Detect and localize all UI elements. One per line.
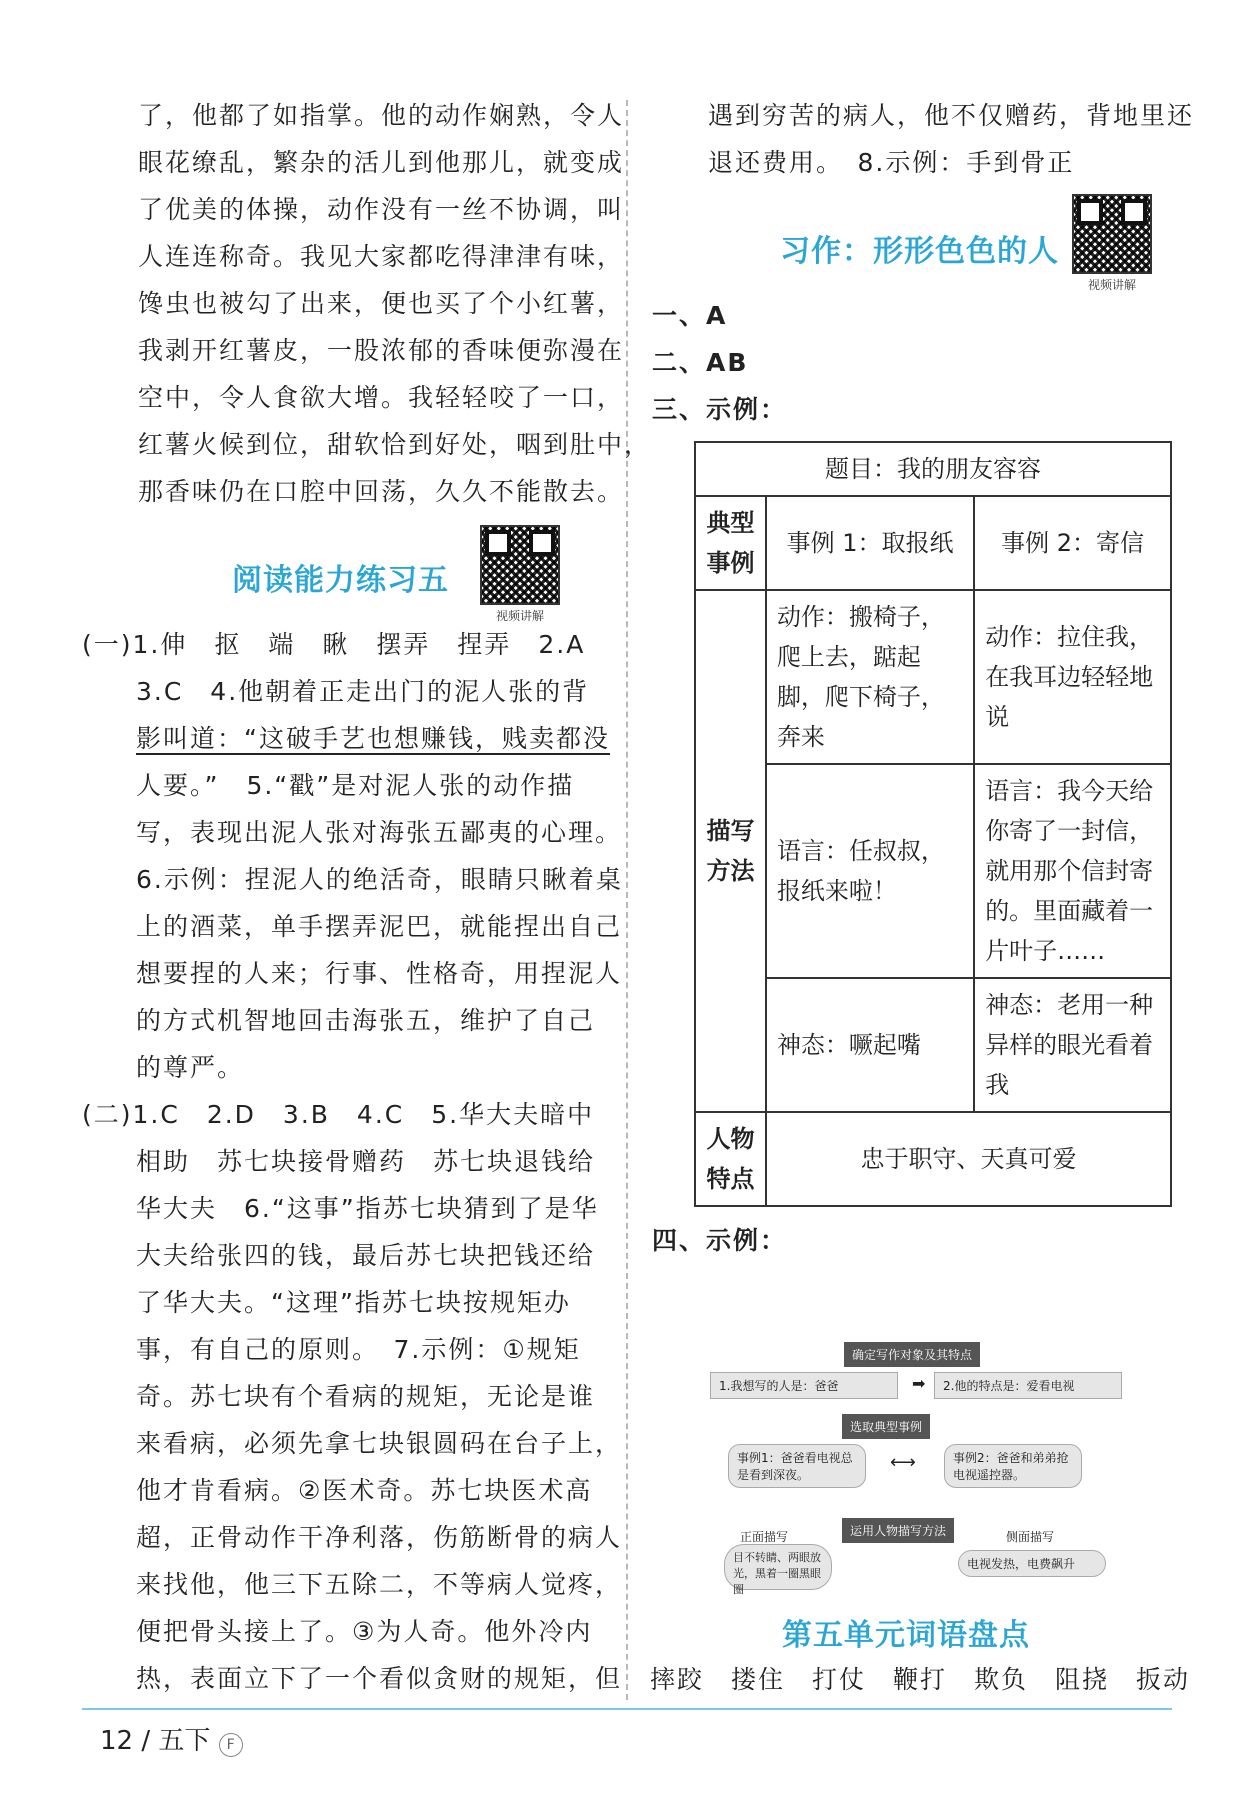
text-line: 空中，令人食欲大增。我轻轻咬了一口， — [138, 383, 625, 412]
answer-line: 他才肯看病。②医术奇。苏七块医术高 — [136, 1476, 593, 1505]
flow-box: 2.他的特点是：爱看电视 — [934, 1372, 1122, 1399]
section-title: 习作：形形色色的人 — [780, 234, 1059, 269]
character-table — [694, 441, 1172, 1207]
text-line: 馋虫也被勾了出来，便也买了个小红薯， — [138, 289, 625, 318]
answer-3: 三、示例： — [652, 395, 788, 424]
answer-line: 相助 苏七块接骨赠药 苏七块退钱给 — [136, 1147, 596, 1176]
answer-line: 3.C 4.他朝着正走出门的泥人张的背 — [136, 677, 590, 706]
qr-code-icon[interactable] — [1072, 194, 1152, 274]
answer-line: (一)1.伸 抠 端 瞅 摆弄 捏弄 2.A — [82, 630, 586, 659]
qr-label: 视频讲解 — [495, 609, 544, 623]
arrow-right-icon: ➡ — [912, 1374, 926, 1393]
answer-line: 超，正骨动作干净利落，伤筋断骨的病人 — [136, 1523, 623, 1552]
table-cell: 神态：噘起嘴 — [766, 978, 974, 1112]
row-head: 典型事例 — [695, 496, 766, 590]
qr-code-icon[interactable] — [480, 525, 560, 605]
page-number: 12 / 五下 — [100, 1726, 211, 1756]
answer-line: 热，表面立下了一个看似贪财的规矩，但 — [136, 1664, 623, 1693]
answer-line: 的尊严。 — [136, 1053, 245, 1082]
answer-line: 大夫给张四的钱，最后苏七块把钱还给 — [136, 1241, 596, 1270]
table-cell: 事例 2：寄信 — [974, 496, 1171, 590]
answers-part1 — [82, 621, 623, 1091]
answer-line: 来找他，他三下五除二，不等病人觉疼， — [136, 1570, 623, 1599]
table-cell: 语言：我今天给你寄了一封信，就用那个信封寄的。里面藏着一片叶子…… — [974, 764, 1171, 978]
qr-block[interactable] — [1072, 194, 1152, 293]
table-cell: 语言：任叔叔，报纸来啦！ — [766, 764, 974, 978]
double-arrow-icon: ⟷ — [890, 1452, 916, 1473]
qr-block[interactable] — [480, 525, 560, 624]
page-footer — [100, 1720, 243, 1757]
section-header-writing — [652, 186, 1172, 290]
section-header-reading — [82, 515, 602, 623]
answer-2: 二、AB — [652, 348, 749, 377]
answer-line: 想要捏的人来；行事、性格奇，用捏泥人 — [136, 959, 623, 988]
bottom-rule — [82, 1708, 1172, 1710]
answer-line: 的方式机智地回击海张五，维护了自己 — [136, 1006, 596, 1035]
flow-step-2: 选取典型事例 — [842, 1414, 930, 1439]
flow-label: 正面描写 — [740, 1530, 789, 1544]
table-cell: 动作：拉住我，在我耳边轻轻地说 — [974, 590, 1171, 764]
flow-box: 事例1：爸爸看电视总是看到深夜。 — [728, 1444, 866, 1488]
text-line: 我剥开红薯皮，一股浓郁的香味便弥漫在 — [138, 336, 625, 365]
column-divider — [626, 100, 628, 1700]
flow-step-3: 运用人物描写方法 — [842, 1518, 954, 1543]
text-line: 退还费用。 8.示例：手到骨正 — [708, 148, 1075, 177]
text-line: 眼花缭乱，繁杂的活儿到他那儿，就变成 — [138, 148, 625, 177]
text-line: 红薯火候到位，甜软恰到好处，咽到肚中， — [138, 430, 652, 459]
answer-line: (二)1.C 2.D 3.B 4.C 5.华大夫暗中 — [82, 1100, 595, 1129]
flow-box: 1.我想写的人是：爸爸 — [710, 1372, 898, 1399]
flow-step-1: 确定写作对象及其特点 — [844, 1342, 980, 1367]
left-column — [82, 92, 652, 1702]
text-line: 了，他都了如指掌。他的动作娴熟，令人 — [138, 101, 625, 130]
section-title: 阅读能力练习五 — [232, 563, 449, 598]
flow-box: 电视发热，电费飙升 — [958, 1550, 1106, 1577]
answers-part2 — [82, 1091, 623, 1702]
right-column — [652, 92, 1195, 1264]
answer-line: 便把骨头接上了。③为人奇。他外冷内 — [136, 1617, 593, 1646]
answer-line: 6.示例：捏泥人的绝活奇，眼睛只瞅着桌 — [136, 865, 623, 894]
table-cell: 动作：搬椅子，爬上去，踮起脚，爬下椅子，奔来 — [766, 590, 974, 764]
answer-line: 来看病，必须先拿七块银圆码在台子上， — [136, 1429, 623, 1458]
answer-line: 写，表现出泥人张对海张五鄙夷的心理。 — [136, 818, 623, 847]
answer-line: 人要。” 5.“戳”是对泥人张的动作描 — [136, 771, 575, 800]
text-line: 了优美的体操，动作没有一丝不协调，叫 — [138, 195, 625, 224]
flow-box: 目不转睛、两眼放光，黑着一圈黑眼圈 — [724, 1544, 832, 1590]
row-head: 人物特点 — [695, 1112, 766, 1206]
answer-line: 华大夫 6.“这事”指苏七块猜到了是华 — [136, 1194, 599, 1223]
row-head: 描写方法 — [695, 590, 766, 1112]
answer-4: 四、示例： — [652, 1226, 788, 1255]
text-line: 遇到穷苦的病人，他不仅赠药，背地里还 — [708, 101, 1195, 130]
answer-line: 上的酒菜，单手摆弄泥巴，就能捏出自己 — [136, 912, 623, 941]
answer-1: 一、A — [652, 301, 728, 330]
answer-line: 影叫道：“这破手艺也想赚钱，贱卖都没 — [136, 724, 610, 753]
unit-title: 第五单元词语盘点 — [782, 1618, 1030, 1653]
text-line: 人连连称奇。我见大家都吃得津津有味， — [138, 242, 625, 271]
table-cell: 神态：老用一种异样的眼光看着我 — [974, 978, 1171, 1112]
flow-label: 侧面描写 — [1006, 1530, 1055, 1544]
answer-line: 奇。苏七块有个看病的规矩，无论是谁 — [136, 1382, 596, 1411]
table-cell: 事例 1：取报纸 — [766, 496, 974, 590]
table-title: 题目：我的朋友容容 — [695, 442, 1171, 496]
answer-line: 事，有自己的原则。 7.示例：①规矩 — [136, 1335, 581, 1364]
qr-label: 视频讲解 — [1087, 278, 1136, 292]
edition-badge: F — [219, 1733, 243, 1757]
text-line: 那香味仍在口腔中回荡，久久不能散去。 — [138, 477, 625, 506]
flow-box: 事例2：爸爸和弟弟抢电视遥控器。 — [944, 1444, 1082, 1488]
word-list: 摔跤 搂住 打仗 鞭打 欺负 阻挠 扳动 — [650, 1665, 1191, 1694]
answer-line: 了华大夫。“这理”指苏七块按规矩办 — [136, 1288, 571, 1317]
writing-flowchart — [694, 1342, 1144, 1596]
table-cell: 忠于职守、天真可爱 — [766, 1112, 1171, 1206]
